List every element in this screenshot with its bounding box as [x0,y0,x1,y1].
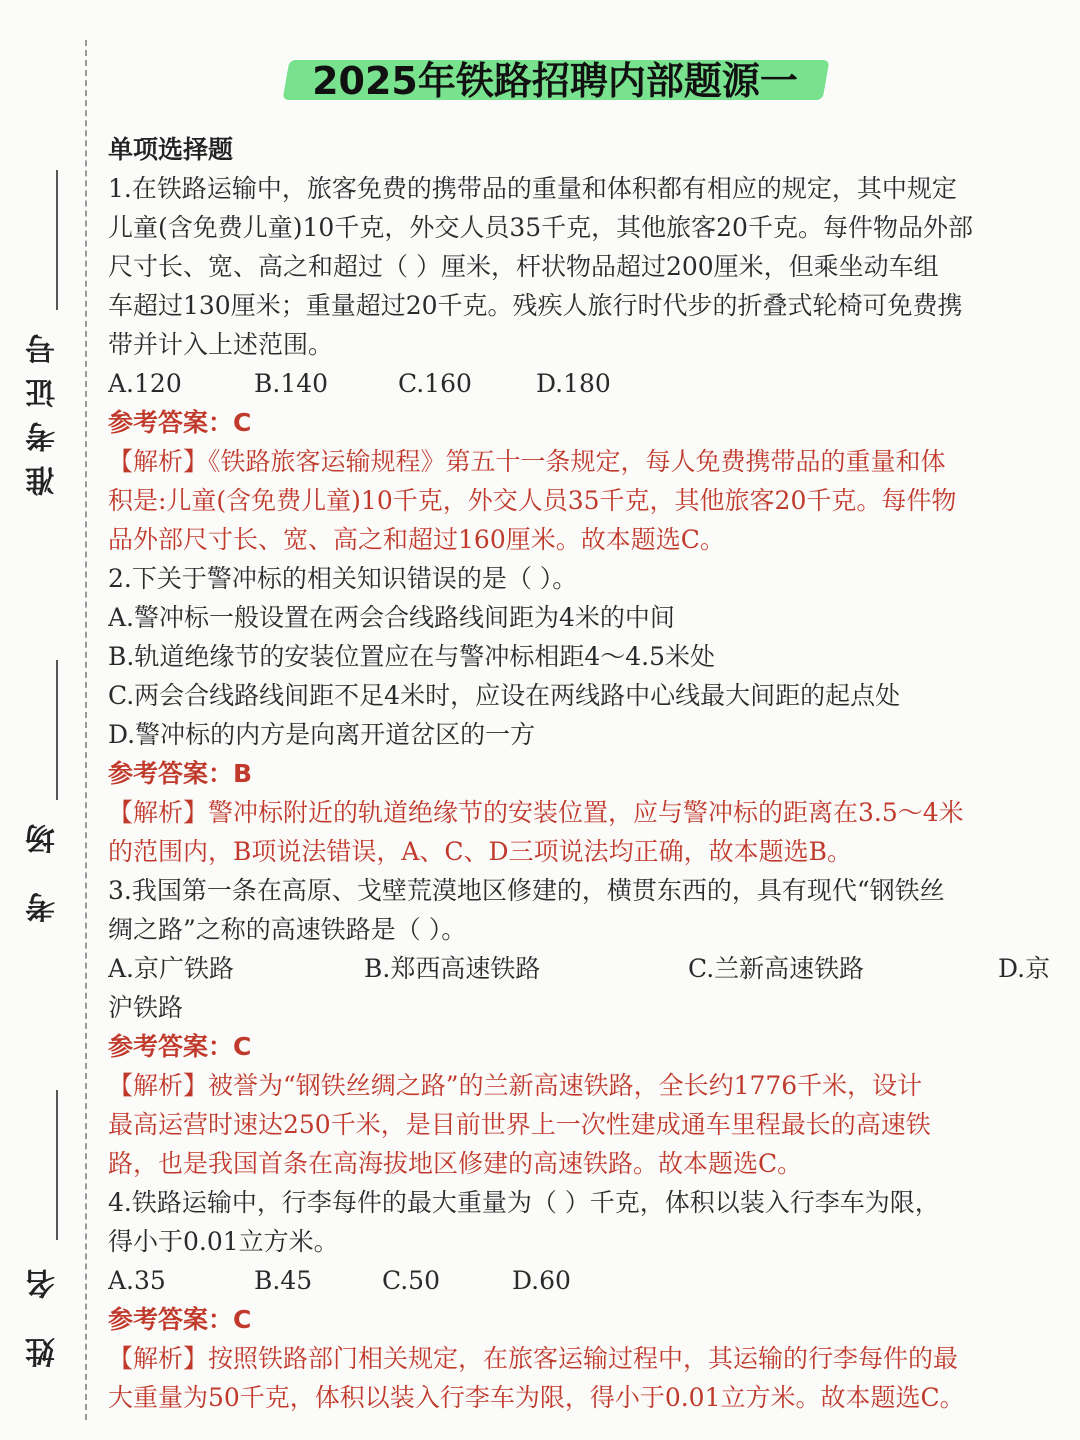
q2-option-c: C.两会合线路线间距不足4米时，应设在两线路中心线最大间距的起点处 [108,681,901,710]
title-block [280,48,830,104]
q2-option-a: A.警冲标一般设置在两会合线路线间距为4米的中间 [108,603,675,632]
name-rule [56,1090,58,1240]
q1-option-a: A.120 [108,369,182,398]
q1-explanation-line: 【解析】《铁路旅客运输规程》第五十一条规定，每人免费携带品的重量和体 [108,447,946,476]
q3-option-c: C.兰新高速铁路 [688,954,865,983]
q3-option-a: A.京广铁路 [108,954,235,983]
q1-option-b: B.140 [254,369,329,398]
q1-option-d: D.180 [536,369,611,398]
q1-stem-line: 尺寸长、宽、高之和超过（ ）厘米，杆状物品超过200厘米，但乘坐动车组 [108,252,939,281]
q4-explanation-line: 大重量为50千克，体积以装入行李车为限，得小于0.01立方米。故本题选C。 [108,1383,965,1412]
q3-option-d-wrap: 沪铁路 [108,993,184,1022]
q4-option-a: A.35 [108,1266,166,1295]
q3-option-d: D.京 [998,954,1051,983]
q3-stem-line: 绸之路”之称的高速铁路是（ ）。 [108,915,467,944]
q1-stem-line: 带并计入上述范围。 [108,330,334,359]
q1-options [108,364,1066,403]
q4-stem-line: 得小于0.01立方米。 [108,1227,339,1256]
q3-options [108,949,1066,988]
q4-option-c: C.50 [382,1266,440,1295]
name-label: 姓 名 [26,1255,61,1368]
room-label: 考 场 [26,810,61,923]
q1-stem-line: 车超过130厘米；重量超过20千克。残疾人旅行时代步的折叠式轮椅可免费携 [108,291,963,320]
q2-explanation-line: 的范围内，B项说法错误，A、C、D三项说法均正确，故本题选B。 [108,837,852,866]
page-title: 2025年铁路招聘内部题源一 [312,59,798,103]
q3-option-b: B.郑西高速铁路 [364,954,541,983]
q3-explanation-line: 路，也是我国首条在高海拔地区修建的高速铁路。故本题选C。 [108,1149,803,1178]
room-rule [56,660,58,800]
q3-stem-line: 3.我国第一条在高原、戈壁荒漠地区修建的，横贯东西的，具有现代“钢铁丝 [108,876,945,905]
q4-option-d: D.60 [512,1266,571,1295]
q4-options [108,1261,1066,1300]
q2-option-d: D.警冲标的内方是向离开道岔区的一方 [108,720,536,749]
q2-stem: 2.下关于警冲标的相关知识错误的是（ ）。 [108,564,578,593]
q1-stem-line: 儿童(含免费儿童)10千克，外交人员35千克，其他旅客20千克。每件物品外部 [108,213,973,242]
q3-explanation-line: 【解析】被誉为“钢铁丝绸之路”的兰新高速铁路，全长约1776千米，设计 [108,1071,923,1100]
q3-answer: 参考答案：C [108,1032,252,1061]
exam-id-label: 准考证号 [26,320,61,496]
q4-answer: 参考答案：C [108,1305,252,1334]
q1-explanation-line: 积是:儿童(含免费儿童)10千克，外交人员35千克，其他旅客20千克。每件物 [108,486,957,515]
q1-option-c: C.160 [398,369,472,398]
q3-explanation-line: 最高运营时速达250千米，是目前世界上一次性建成通车里程最长的高速铁 [108,1110,931,1139]
q4-stem-line: 4.铁路运输中，行李每件的最大重量为（ ）千克，体积以装入行李车为限， [108,1188,940,1217]
section-heading: 单项选择题 [108,135,234,164]
q1-answer: 参考答案：C [108,408,252,437]
q4-explanation-line: 【解析】按照铁路部门相关规定，在旅客运输过程中，其运输的行李每件的最 [108,1344,959,1373]
exam-id-rule [56,170,58,310]
q1-stem-line: 1.在铁路运输中，旅客免费的携带品的重量和体积都有相应的规定，其中规定 [108,174,957,203]
question-content [108,130,1066,1417]
q2-option-b: B.轨道绝缘节的安装位置应在与警冲标相距4～4.5米处 [108,642,715,671]
q1-explanation-line: 品外部尺寸长、宽、高之和超过160厘米。故本题选C。 [108,525,725,554]
q4-option-b: B.45 [254,1266,313,1295]
q2-explanation-line: 【解析】警冲标附近的轨道绝缘节的安装位置，应与警冲标的距离在3.5～4米 [108,798,964,827]
q2-answer: 参考答案：B [108,759,253,788]
cut-line [85,40,87,1420]
